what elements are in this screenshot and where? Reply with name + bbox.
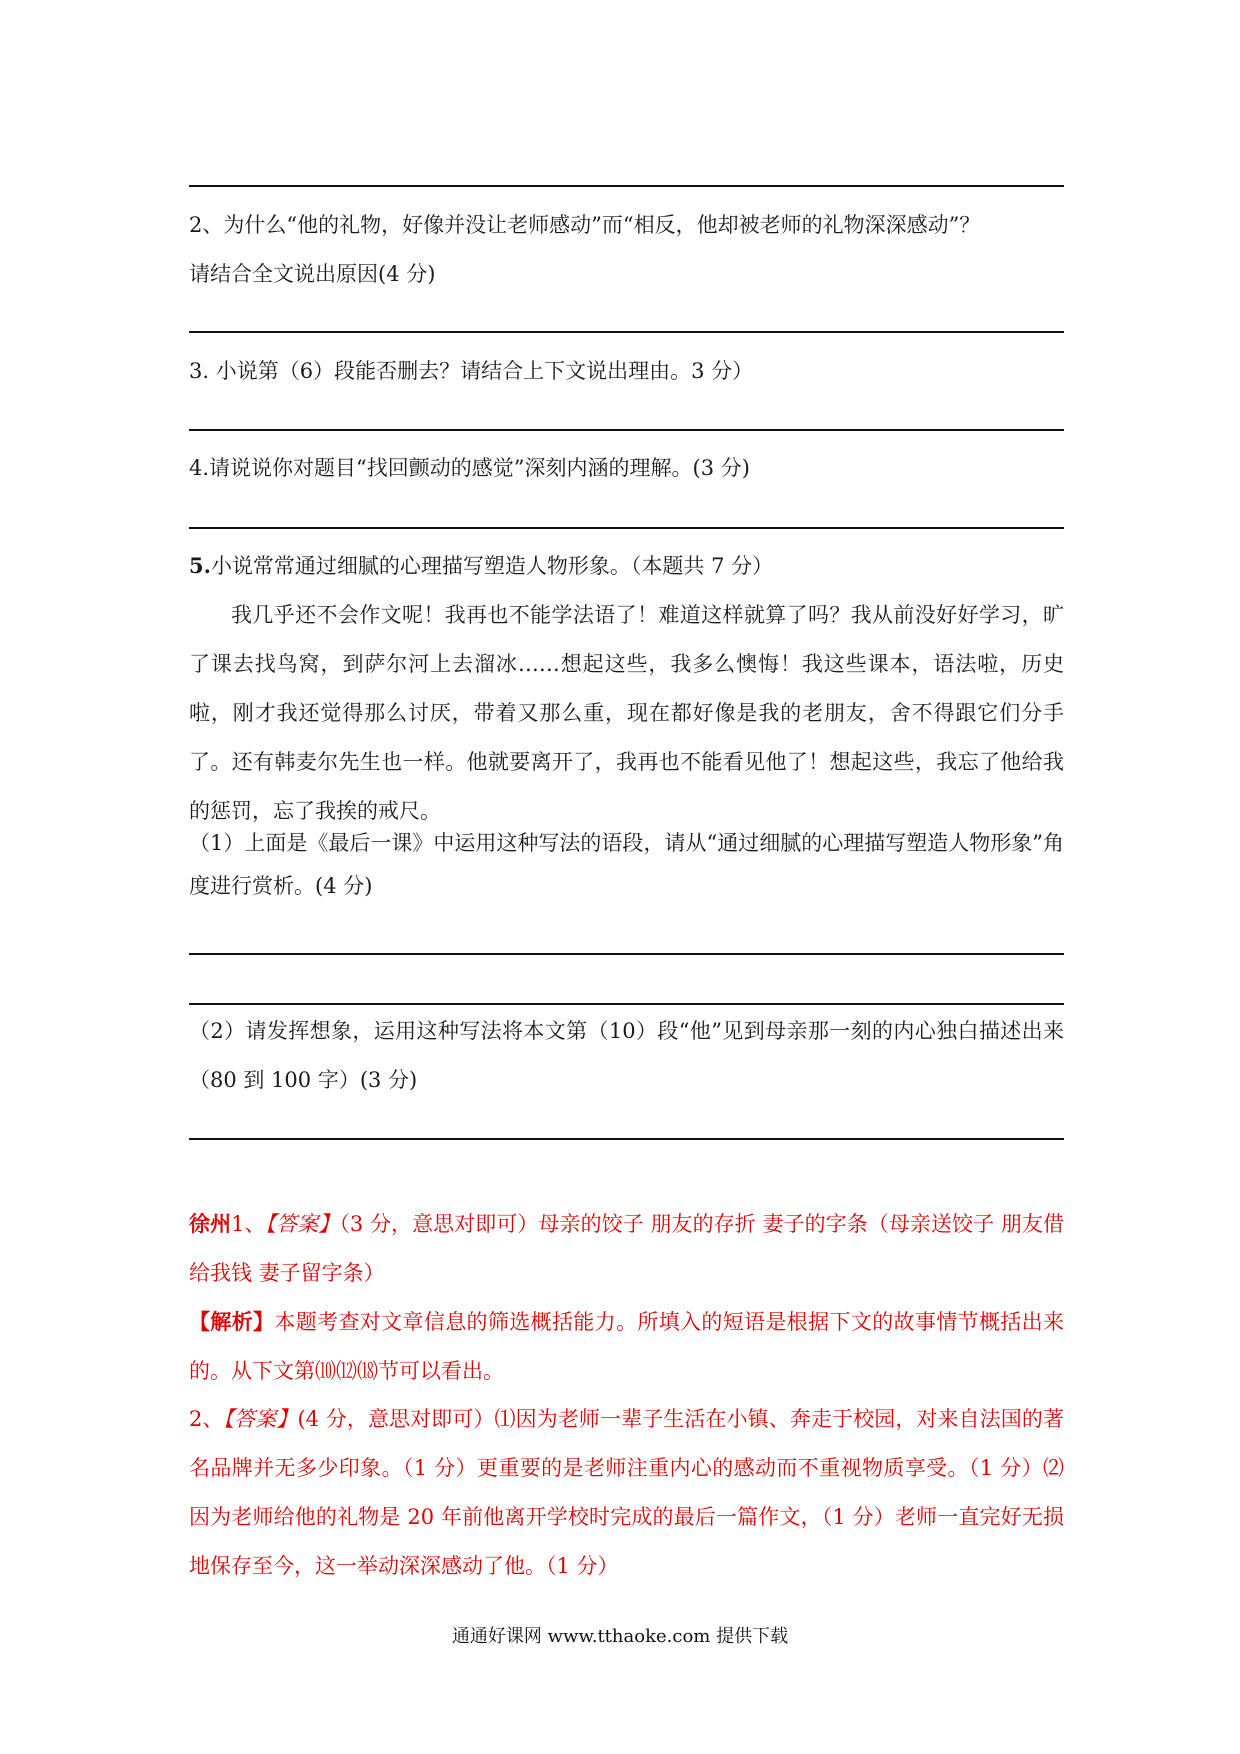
answer-line: [189, 527, 1064, 529]
answer-2: [189, 1395, 1064, 1591]
question-5-prompt: [189, 541, 1064, 591]
answer-1-number: 1、: [231, 1212, 266, 1236]
answer-region: 徐州: [189, 1211, 232, 1236]
analysis-text: 本题考查对文章信息的筛选概括能力。所填入的短语是根据下文的故事情节概括出来的。从下文第⑽⑿⒅节可以看出。: [189, 1310, 1065, 1383]
analysis-tag: 【解析】: [189, 1309, 275, 1334]
analysis: [189, 1297, 1064, 1396]
answer-line: [189, 331, 1064, 333]
answer-line: [189, 185, 1064, 187]
answer-tag: 【答案】: [265, 1212, 340, 1236]
page-footer: 通通好课网 www.tthaoke.com 提供下载: [451, 1626, 789, 1647]
answer-line: [189, 1003, 1064, 1005]
answer-1-text: （3 分，意思对即可）母亲的饺子 朋友的存折 妻子的字条（母亲送饺子 朋友借给我钱 妻子留字条）: [189, 1212, 1064, 1285]
answer-line: [189, 429, 1064, 431]
answer-line: [189, 1138, 1064, 1140]
question-2-line-1: 2、为什么“他的礼物，好像并没让老师感动”而“相反，他却被老师的礼物深深感动”？: [189, 213, 981, 237]
answer-1: [189, 1199, 1064, 1298]
answer-tag: 【答案】: [223, 1407, 298, 1431]
answer-2-number: 2、: [189, 1407, 224, 1431]
question-5-number: 5.: [189, 553, 211, 578]
question-4: 4.请说说你对题目“找回颤动的感觉”深刻内涵的理解。(3 分): [189, 456, 750, 480]
question-5-text: 小说常常通过细腻的心理描写塑造人物形象。（本题共 7 分）: [210, 554, 774, 578]
question-2-line-2: 请结合全文说出原因(4 分): [189, 262, 436, 286]
question-5-sub-1: （1）上面是《最后一课》中运用这种写法的语段，请从“通过细腻的心理描写塑造人物形象”角度进行赏析。(4 分): [189, 831, 1064, 898]
question-3: 3. 小说第（6）段能否删去？请结合上下文说出理由。3 分）: [189, 359, 754, 383]
answer-line: [189, 953, 1064, 955]
answer-2-text: (4 分，意思对即可）⑴因为老师一辈子生活在小镇、奔走于校园，对来自法国的著名品牌并无多少印象。（1 分）更重要的是老师注重内心的感动而不重视物质享受。（1 分）⑵因为老师给他的礼物是 20 年前他离开学校时完成的最后一篇作文，（1 分）老师一直完好无损地保存至今，这一举动深深感动了他。（1 分）: [189, 1407, 1065, 1578]
excerpt-paragraph: 我几乎还不会作文呢！我再也不能学法语了！难道这样就算了吗？我从前没好好学习，旷了课去找鸟窝，到萨尔河上去溜冰……想起这些，我多么懊悔！我这些课本，语法啦，历史啦，刚才我还觉得那么讨厌，带着又那么重，现在都好像是我的老朋友，舍不得跟它们分手了。还有韩麦尔先生也一样。他就要离开了，我再也不能看见他了！想起这些，我忘了他给我的惩罚，忘了我挨的戒尺。: [189, 603, 1064, 823]
question-5-sub-2: （2）请发挥想象，运用这种写法将本文第（10）段“他”见到母亲那一刻的内心独白描述出来（80 到 100 字）(3 分): [189, 1019, 1064, 1092]
